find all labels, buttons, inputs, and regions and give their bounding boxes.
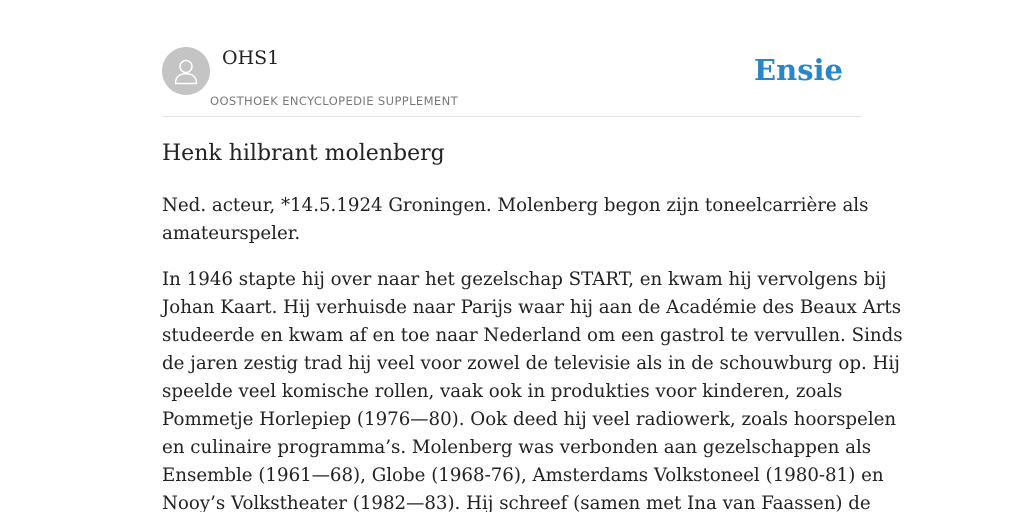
paragraph-line: Ensemble (1961—68), Globe (1968-76), Amsterdams Volkstoneel (1980-81) en (162, 465, 884, 486)
article-title: Henk hilbrant molenberg (162, 141, 445, 166)
paragraph-line: Johan Kaart. Hij verhuisde naar Parijs waar hij aan de Académie des Beaux Arts (162, 297, 902, 318)
article-paragraph-2 (162, 266, 903, 512)
paragraph-line: studeerde en kwam af en toe naar Nederland om een gastrol te vervullen. Sinds (162, 325, 903, 346)
paragraph-line: In 1946 stapte hij over naar het gezelschap START, en kwam hij vervolgens bij (162, 269, 887, 290)
paragraph-line: Ned. acteur, *14.5.1924 Groningen. Molenberg begon zijn toneelcarrière als (162, 195, 869, 216)
source-name: OOSTHOEK ENCYCLOPEDIE SUPPLEMENT (210, 94, 459, 108)
ensie-logo-link[interactable]: Ensie (754, 53, 843, 87)
paragraph-line: Nooy’s Volkstheater (1982—83). Hij schreef (samen met Ina van Faassen) de (162, 493, 871, 512)
paragraph-line: speelde veel komische rollen, vaak ook in produkties voor kinderen, zoals (162, 381, 843, 402)
paragraph-line: Pommetje Horlepiep (1976—80). Ook deed hij veel radiowerk, zoals hoorspelen (162, 409, 897, 430)
paragraph-line: amateurspeler. (162, 223, 301, 244)
source-header (162, 46, 862, 117)
paragraph-line: en culinaire programma’s. Molenberg was verbonden aan gezelschappen als (162, 437, 872, 458)
paragraph-line: de jaren zestig trad hij veel voor zowel de televisie als in de schouwburg op. Hij (162, 353, 900, 374)
source-code-link[interactable]: OHS1 (222, 47, 280, 69)
article-paragraph-1 (162, 192, 869, 248)
user-avatar-icon[interactable] (162, 47, 210, 95)
article (162, 138, 903, 512)
